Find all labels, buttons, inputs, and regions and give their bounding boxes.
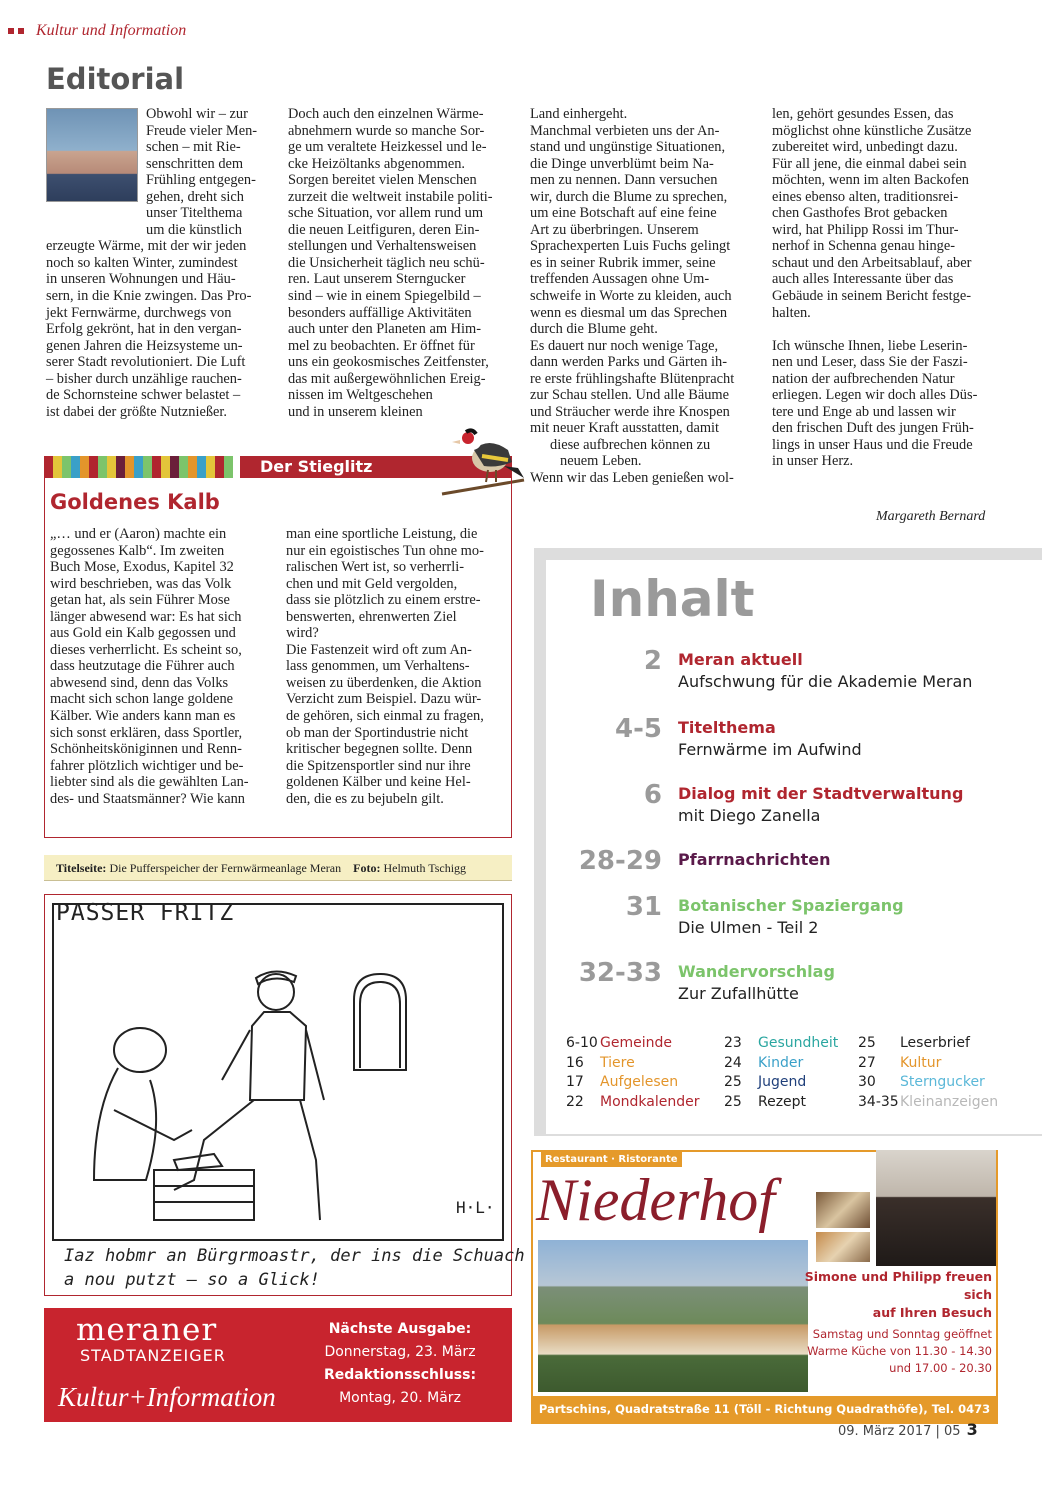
cartoon-caption-line: a nou putzt – so a Glick! (64, 1270, 320, 1290)
contents-page-number: 4-5 (615, 714, 662, 744)
text-line: schen – mit Rie- (146, 139, 241, 156)
text-line: die neuen Leitfiguren, deren Ein- (288, 221, 480, 238)
index-page: 22 (566, 1093, 584, 1110)
contents-page-number: 32-33 (578, 958, 662, 988)
text-line: wird beschrieben, was das Volk (50, 575, 232, 592)
contents-entry-subtitle: Fernwärme im Aufwind (678, 740, 862, 759)
contents-entry-subtitle: Die Ulmen - Teil 2 (678, 918, 819, 937)
index-label: Kinder (758, 1054, 804, 1071)
text-line: Art zu überbringen. Unserem (530, 221, 699, 238)
text-line: ge um veraltete Heizkessel und le- (288, 139, 487, 156)
text-line: wenn es diesmal um das Sprechen (530, 304, 728, 321)
text-line: de Schornsteine schwer belastet – (46, 387, 241, 404)
ad-hours-line: Samstag und Sonntag geöffnet (812, 1327, 992, 1341)
editorial-column-2 (288, 106, 512, 420)
photo-credit-label: Foto: (353, 861, 381, 875)
cartoon-caption (64, 1244, 525, 1292)
text-line: goldenen Kälber und keine Hel- (286, 774, 471, 791)
header-square-icon (8, 28, 14, 34)
cartoon-drawing (54, 930, 502, 1238)
editorial-column-1 (46, 106, 272, 420)
text-line: auch unter den Planeten am Him- (288, 321, 482, 338)
text-line: schaut und den Arbeitsablauf, aber (772, 254, 972, 271)
page-folio (838, 1420, 978, 1439)
text-line: mit neuer Kraft ausstatten, damit (530, 420, 720, 437)
text-line: Obwohl wir – zur (146, 106, 248, 122)
text-line: benswerten, ehrenwerten Ziel (286, 608, 457, 625)
index-label: Mondkalender (600, 1093, 700, 1110)
editorial-column-4 (772, 106, 998, 470)
index-entry[interactable] (724, 1093, 854, 1113)
ad-greeting-line: auf Ihren Besuch (872, 1305, 992, 1320)
section-header (8, 22, 186, 40)
text-line: sich sonst erklären, dass Sportler, (50, 724, 243, 741)
contents-page-number: 31 (625, 892, 662, 922)
text-line: Frühling entgegen- (146, 172, 256, 189)
caption-label: Titelseite: (56, 861, 107, 875)
index-page: 16 (566, 1054, 584, 1071)
text-line: Für all jene, die einmal dabei sein (772, 155, 967, 172)
text-line: kritischer begegnen sollte. Denn (286, 741, 473, 758)
text-line: diese aufbrechen können zu (550, 436, 711, 453)
text-line: sind – wie in einem Spiegelbild – (288, 288, 481, 305)
text-line: erliegen. Legen wir doch alles Düs- (772, 387, 978, 404)
text-line: Schönheitsköniginnen und Renn- (50, 741, 242, 758)
text-line: chen und mit Geld vergolden, (286, 575, 458, 592)
text-line: ralischen Wert ist, so verherrli- (286, 559, 464, 576)
text-line: möglichst ohne künstliche Zusätze (772, 122, 972, 139)
index-entry[interactable] (566, 1054, 726, 1074)
photo-credit: Helmuth Tschigg (383, 861, 467, 875)
text-line: stand und ungünstige Situationen, (530, 139, 726, 156)
text-line: auch alles Interessante über das (772, 271, 954, 288)
index-label: Gemeinde (600, 1035, 672, 1051)
text-line: Die Fastenzeit wird oft zum An- (286, 641, 472, 658)
text-line: nation der aufbrechenden Natur (772, 370, 955, 387)
stieglitz-title: Goldenes Kalb (50, 490, 220, 514)
editorial-column-3 (530, 106, 754, 487)
deadline-label: Redaktionsschluss: (323, 1367, 477, 1383)
text-line: halten. (772, 304, 811, 321)
contents-entry-title: Wandervorschlag (678, 962, 835, 981)
publisher-logo: meraner (76, 1312, 218, 1348)
text-line: sche Situation, vor allem rund um (288, 205, 484, 222)
text-line: möchten, wenn im alten Backofen (772, 172, 970, 189)
text-line: – bisher durch unzählige rauchen- (46, 370, 242, 387)
index-entry[interactable] (858, 1034, 1008, 1054)
text-line: liebter sind als die gewählten Lan- (50, 774, 249, 791)
index-label: Rezept (758, 1093, 807, 1110)
ad-hours-line: Warme Küche von 11.30 - 14.30 (807, 1344, 992, 1358)
text-line: uns ein geokosmisches Zeitfenster, (288, 354, 489, 371)
text-line: dann werden Parks und Gärten ih- (530, 354, 728, 371)
contents-entry-title: Meran aktuell (678, 650, 803, 669)
editorial-title: Editorial (46, 62, 185, 96)
index-label: Sterngucker (900, 1074, 985, 1090)
text-line: nerhof in Schenna genau hinge- (772, 238, 956, 255)
index-page: 6-10 (566, 1035, 598, 1051)
editorial-signature: Margareth Bernard (876, 509, 986, 524)
text-line: weisen zu überdenken, die Aktion (286, 674, 482, 691)
text-line: dass heutzutage die Führer auch (50, 658, 235, 675)
text-line: die Dinge unverblümt beim Na- (530, 155, 714, 172)
ad-hosts-photo (876, 1150, 996, 1266)
text-line: ist dabei der größte Nutznießer. (46, 403, 228, 420)
index-page: 23 (724, 1035, 742, 1051)
issue-date: 09. März 2017 | 05 (838, 1424, 961, 1439)
text-line (772, 321, 998, 338)
index-page: 25 (858, 1035, 876, 1051)
text-line: das mit außergewöhnlichen Ereig- (288, 370, 486, 387)
index-entry[interactable] (566, 1093, 726, 1113)
page-number: 3 (966, 1420, 978, 1439)
text-line: wir, durch die Blume zu sprechen, (530, 188, 728, 205)
index-page: 25 (724, 1074, 742, 1090)
cartoon-caption-line: Iaz hobmr an Bürgrmoastr, der ins die Schuach (64, 1246, 525, 1266)
text-line: eines ebenso alten, traditionsrei- (772, 188, 959, 205)
header-square-icon (18, 28, 24, 34)
index-entry[interactable] (858, 1093, 1008, 1113)
text-line: erzeugte Wärme, mit der wir jeden (46, 238, 247, 255)
text-line: besonders auffällige Aktivitäten (288, 304, 472, 321)
cover-caption (44, 855, 512, 881)
caption-text: Die Pufferspeicher der Fernwärmeanlage Meran (109, 861, 342, 875)
text-line: in unser Herz. (772, 453, 854, 470)
index-entry[interactable] (858, 1073, 1008, 1093)
index-page: 24 (724, 1054, 742, 1071)
ad-hours-line: und 17.00 - 20.30 (889, 1361, 992, 1375)
text-line: dieses verherrlicht. Es scheint so, (50, 641, 242, 658)
text-line: den frischen Duft des jungen Früh- (772, 420, 974, 437)
stieglitz-label: Der Stieglitz (240, 456, 512, 478)
index-entry[interactable] (858, 1054, 1008, 1074)
contents-page-number: 2 (643, 646, 662, 676)
contents-title: Inhalt (590, 570, 755, 628)
index-label: Kultur (900, 1054, 942, 1071)
text-line: macht sich schon lange goldene (50, 691, 234, 708)
cartoon-title: PASSER FRITZ (56, 900, 235, 926)
text-line: stellungen und Verhaltensweisen (288, 238, 477, 255)
ad-food-photo (816, 1192, 870, 1228)
text-line: gehen, dreht sich (146, 188, 244, 205)
text-line: noch so kalten Winter, zumindest (46, 254, 238, 271)
text-line: Land einhergeht. (530, 106, 628, 122)
next-issue-info (300, 1318, 500, 1410)
text-line: ren. Laut unserem Sterngucker (288, 271, 466, 288)
text-line: sern, in die Knie zwingen. Das Pro- (46, 288, 252, 305)
text-line: abnehmern wurde so manche Sor- (288, 122, 485, 139)
text-line: mel zu beobachten. Er öffnet für (288, 337, 475, 354)
contents-page-number: 28-29 (578, 846, 662, 876)
text-line: schweife in Worte zu kleiden, auch (530, 288, 732, 305)
index-label: Aufgelesen (600, 1074, 679, 1090)
text-line: wird, hat Philipp Rossi im Thur- (772, 221, 959, 238)
index-entry[interactable] (566, 1034, 726, 1054)
contents-entry-subtitle: Aufschwung für die Akademie Meran (678, 672, 973, 691)
text-line: men zu nennen. Dann versuchen (530, 172, 718, 189)
text-line: genen Jahren die Heizsysteme un- (46, 337, 243, 354)
text-line: Doch auch den einzelnen Wärme- (288, 106, 484, 122)
text-line: Es dauert nur noch wenige Tage, (530, 337, 719, 354)
index-label: Gesundheit (758, 1035, 839, 1051)
cartoon-artist-signature: H·L· (456, 1198, 495, 1217)
text-line: nissen im Weltgeschehen (288, 387, 433, 404)
text-line: lass genommen, um Verhaltens- (286, 658, 470, 675)
text-line: „… und er (Aaron) machte ein (50, 526, 227, 542)
index-entry[interactable] (724, 1073, 854, 1093)
text-line: serer Stadt revolutioniert. Die Luft (46, 354, 246, 371)
text-line: Freude vieler Men- (146, 122, 258, 139)
ad-address: Partschins, Quadratstraße 11 (Töll - Richtung Quadrathöfe), Tel. 0473 967 017 (533, 1396, 996, 1422)
index-page: 27 (858, 1054, 876, 1071)
text-line: Ich wünsche Ihnen, liebe Leserin- (772, 337, 968, 354)
section-label: Kultur und Information (36, 22, 187, 39)
text-line: getan hat, als sein Führer Mose (50, 592, 230, 609)
text-line: um die künstlich (146, 221, 242, 238)
text-line: um eine Botschaft auf eine feine (530, 205, 717, 222)
contents-entry-subtitle: mit Diego Zanella (678, 806, 821, 825)
text-line: de gehören, sich einmal zu fragen, (286, 708, 484, 725)
ad-hours (780, 1326, 992, 1377)
text-line: senschritten dem (146, 155, 244, 172)
text-line: länger abwesend war: Es hat sich (50, 608, 242, 625)
text-line: nen und Leser, dass Sie der Faszi- (772, 354, 968, 371)
contents-entry-title: Dialog mit der Stadtverwaltung (678, 784, 964, 803)
text-line: treffenden Aussagen ohne Um- (530, 271, 710, 288)
text-line: Wenn wir das Leben genießen wol- (530, 470, 734, 487)
text-line: Manchmal verbieten uns der An- (530, 122, 720, 139)
contents-entry-title: Botanischer Spaziergang (678, 896, 904, 915)
ad-greeting (780, 1268, 992, 1322)
index-page: 17 (566, 1074, 584, 1090)
index-entry[interactable] (724, 1034, 854, 1054)
contents-entry-title: Titelthema (678, 718, 776, 737)
text-line: dass sie plötzlich zu einem erstre- (286, 592, 481, 609)
index-label: Tiere (600, 1054, 635, 1071)
text-line: zur Schau stellen. Und alle Bäume (530, 387, 730, 404)
text-line: Erfolg gekrönt, hat in den vergan- (46, 321, 242, 338)
index-entry[interactable] (566, 1073, 726, 1093)
text-line: Sprachexperten Luis Fuchs gelingt (530, 238, 731, 255)
text-line: wird? (286, 625, 319, 642)
index-label: Leserbrief (900, 1035, 970, 1051)
index-page: 34-35 (858, 1093, 899, 1110)
ad-house-photo (538, 1240, 808, 1392)
text-line: und in unserem kleinen (288, 403, 423, 420)
text-line: tere und Enge ab und lassen wir (772, 403, 956, 420)
text-line: Verzicht zum Beispiel. Dazu wür- (286, 691, 482, 708)
text-line: re erste frühlingshafte Blütenpracht (530, 370, 735, 387)
text-line: es in seiner Rubrik immer, seine (530, 254, 716, 271)
index-column-1 (566, 1034, 726, 1112)
publisher-logo-tagline: Kultur+Information (58, 1382, 276, 1412)
publisher-logo-sub: STADTANZEIGER (80, 1346, 226, 1365)
ad-food-photo (816, 1232, 870, 1262)
index-page: 30 (858, 1074, 876, 1090)
text-line: jekt Fernwärme, durchwegs von (46, 304, 232, 321)
text-line: gegossenes Kalb“. Im zweiten (50, 542, 225, 559)
text-line: Gebäude in seinem Bericht festge- (772, 288, 971, 305)
text-line: aus Gold ein Kalb gegossen und (50, 625, 236, 642)
text-line: neuem Leben. (560, 453, 642, 470)
index-entry[interactable] (724, 1054, 854, 1074)
text-line: abwesend sind, denn das Volks (50, 674, 229, 691)
text-line: die Unsicherheit täglich neu schü- (288, 254, 485, 271)
ad-greeting-line: Simone und Philipp freuen sich (804, 1269, 992, 1302)
next-issue-label: Nächste Ausgabe: (328, 1321, 472, 1337)
index-page: 25 (724, 1093, 742, 1110)
text-line: Kälber. Wie anders kann man es (50, 708, 236, 725)
text-line: und Sträucher werde ihre Knospen (530, 403, 730, 420)
index-label: Kleinanzeigen (900, 1093, 999, 1110)
ad-restaurant-name: Niederhof (536, 1167, 775, 1233)
text-line: durch die Blume geht. (530, 321, 658, 338)
text-line: den, die es zu bejubeln gilt. (286, 790, 444, 807)
stieglitz-column-1 (50, 526, 270, 807)
text-line: in unseren Wohnungen und Häu- (46, 271, 236, 288)
text-line: zurzeit die weltweit instabile politi- (288, 188, 493, 205)
index-column-3 (858, 1034, 1008, 1112)
text-line: Buch Mose, Exodus, Kapitel 32 (50, 559, 234, 576)
index-label: Jugend (758, 1074, 807, 1090)
text-line: len, gehört gesundes Essen, das (772, 106, 954, 122)
text-line: die Spitzensportler sind nur ihre (286, 757, 471, 774)
contents-entry-title: Pfarrnachrichten (678, 850, 831, 869)
text-line: ob man der Sportindustrie nicht (286, 724, 469, 741)
text-line: nur ein egoistisches Tun ohne mo- (286, 542, 484, 559)
text-line: Sorgen bereitet vielen Menschen (288, 172, 477, 189)
text-line: chen Gasthofes Brot gebacken (772, 205, 948, 222)
contents-page-number: 6 (643, 780, 662, 810)
deadline-date: Montag, 20. März (339, 1390, 461, 1406)
text-line: lings in unser Haus und die Freude (772, 436, 973, 453)
text-line: fahrer plötzlich wichtiger und be- (50, 757, 244, 774)
text-line: cke Heizöltanks abgenommen. (288, 155, 466, 172)
text-line: man eine sportliche Leistung, die (286, 526, 478, 542)
index-column-2 (724, 1034, 854, 1112)
ad-tag: Restaurant · Ristorante (541, 1152, 682, 1167)
next-issue-date: Donnerstag, 23. März (324, 1344, 476, 1360)
stieglitz-column-2 (286, 526, 506, 807)
text-line: unser Titelthema (146, 205, 243, 222)
text-line: des- und Staatsmänner? Wie kann (50, 790, 245, 807)
text-line: zubereitet wird, unbedingt dazu. (772, 139, 958, 156)
contents-entry-subtitle: Zur Zufallhütte (678, 984, 799, 1003)
